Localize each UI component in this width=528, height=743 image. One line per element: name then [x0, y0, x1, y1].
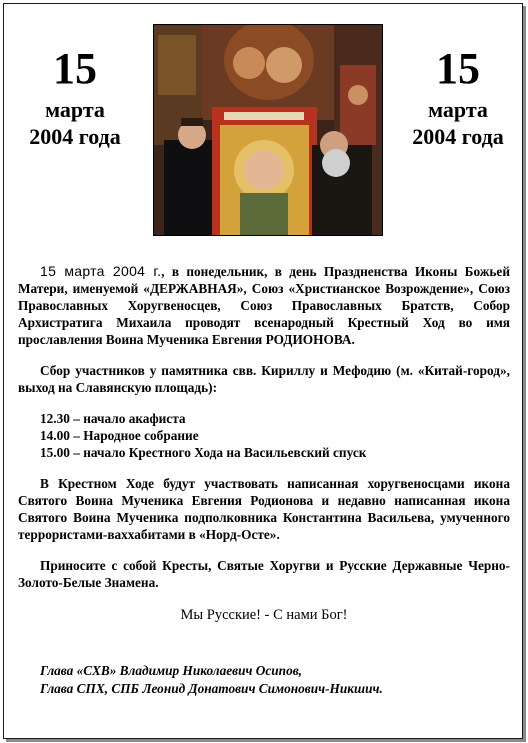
gathering-paragraph: Сбор участников у памятника свв. Кириллу и Мефодию (м. «Китай-город», выход на Славянскую площадь): — [18, 363, 510, 395]
date-year: 2004 года — [412, 124, 504, 149]
schedule-item: 15.00 – начало Крестного Хода на Васильевский спуск — [40, 445, 367, 460]
photo-icon — [153, 24, 383, 236]
date-year: 2004 года — [29, 124, 121, 149]
signature-line: Глава СПХ, СПБ Леонид Донатович Симонович-Никшич. — [40, 681, 383, 696]
schedule-item: 14.00 – Народное собрание — [40, 428, 199, 443]
date-left — [10, 44, 140, 150]
announcement-body — [18, 263, 510, 698]
schedule-list — [18, 410, 510, 461]
bring-paragraph: Приносите с собой Кресты, Святые Хоругви и Русские Державные Черно-Золото-Белые Знамена. — [18, 558, 510, 590]
icons-paragraph: В Крестном Ходе будут участвовать написанная хоругвеносцами икона Святого Воина Мученика Евгения Родионова и недавно написанная икона Святого Воина Мученика подполковника Константина Васильева, умученного террористами-ваххабитами в «Норд-Осте». — [18, 476, 510, 542]
date-day: 15 — [53, 44, 97, 93]
date-month: марта — [428, 97, 488, 122]
signature-line: Глава «СХВ» Владимир Николаевич Осипов, — [40, 663, 302, 678]
lead-date: 15 марта 2004 г. — [40, 263, 162, 279]
lead-text: , в понедельник, в день Праздненства Иконы Божьей Матери, именуемой «ДЕРЖАВНАЯ», Союз «Христианское Возрождение», Союз Православных Хоругвеносцев, Союз Православных Братств, Собор Архистратига Михаила проводят всенародный Крестный Ход во имя прославления Воина Мученика Евгения РОДИОНОВА. — [18, 264, 510, 347]
date-month: марта — [45, 97, 105, 122]
lead-paragraph — [18, 263, 510, 348]
slogan: Мы Русские! - С нами Бог! — [180, 607, 348, 623]
schedule-item: 12.30 – начало акафиста — [40, 411, 186, 426]
date-day: 15 — [436, 44, 480, 93]
date-right — [393, 44, 523, 150]
